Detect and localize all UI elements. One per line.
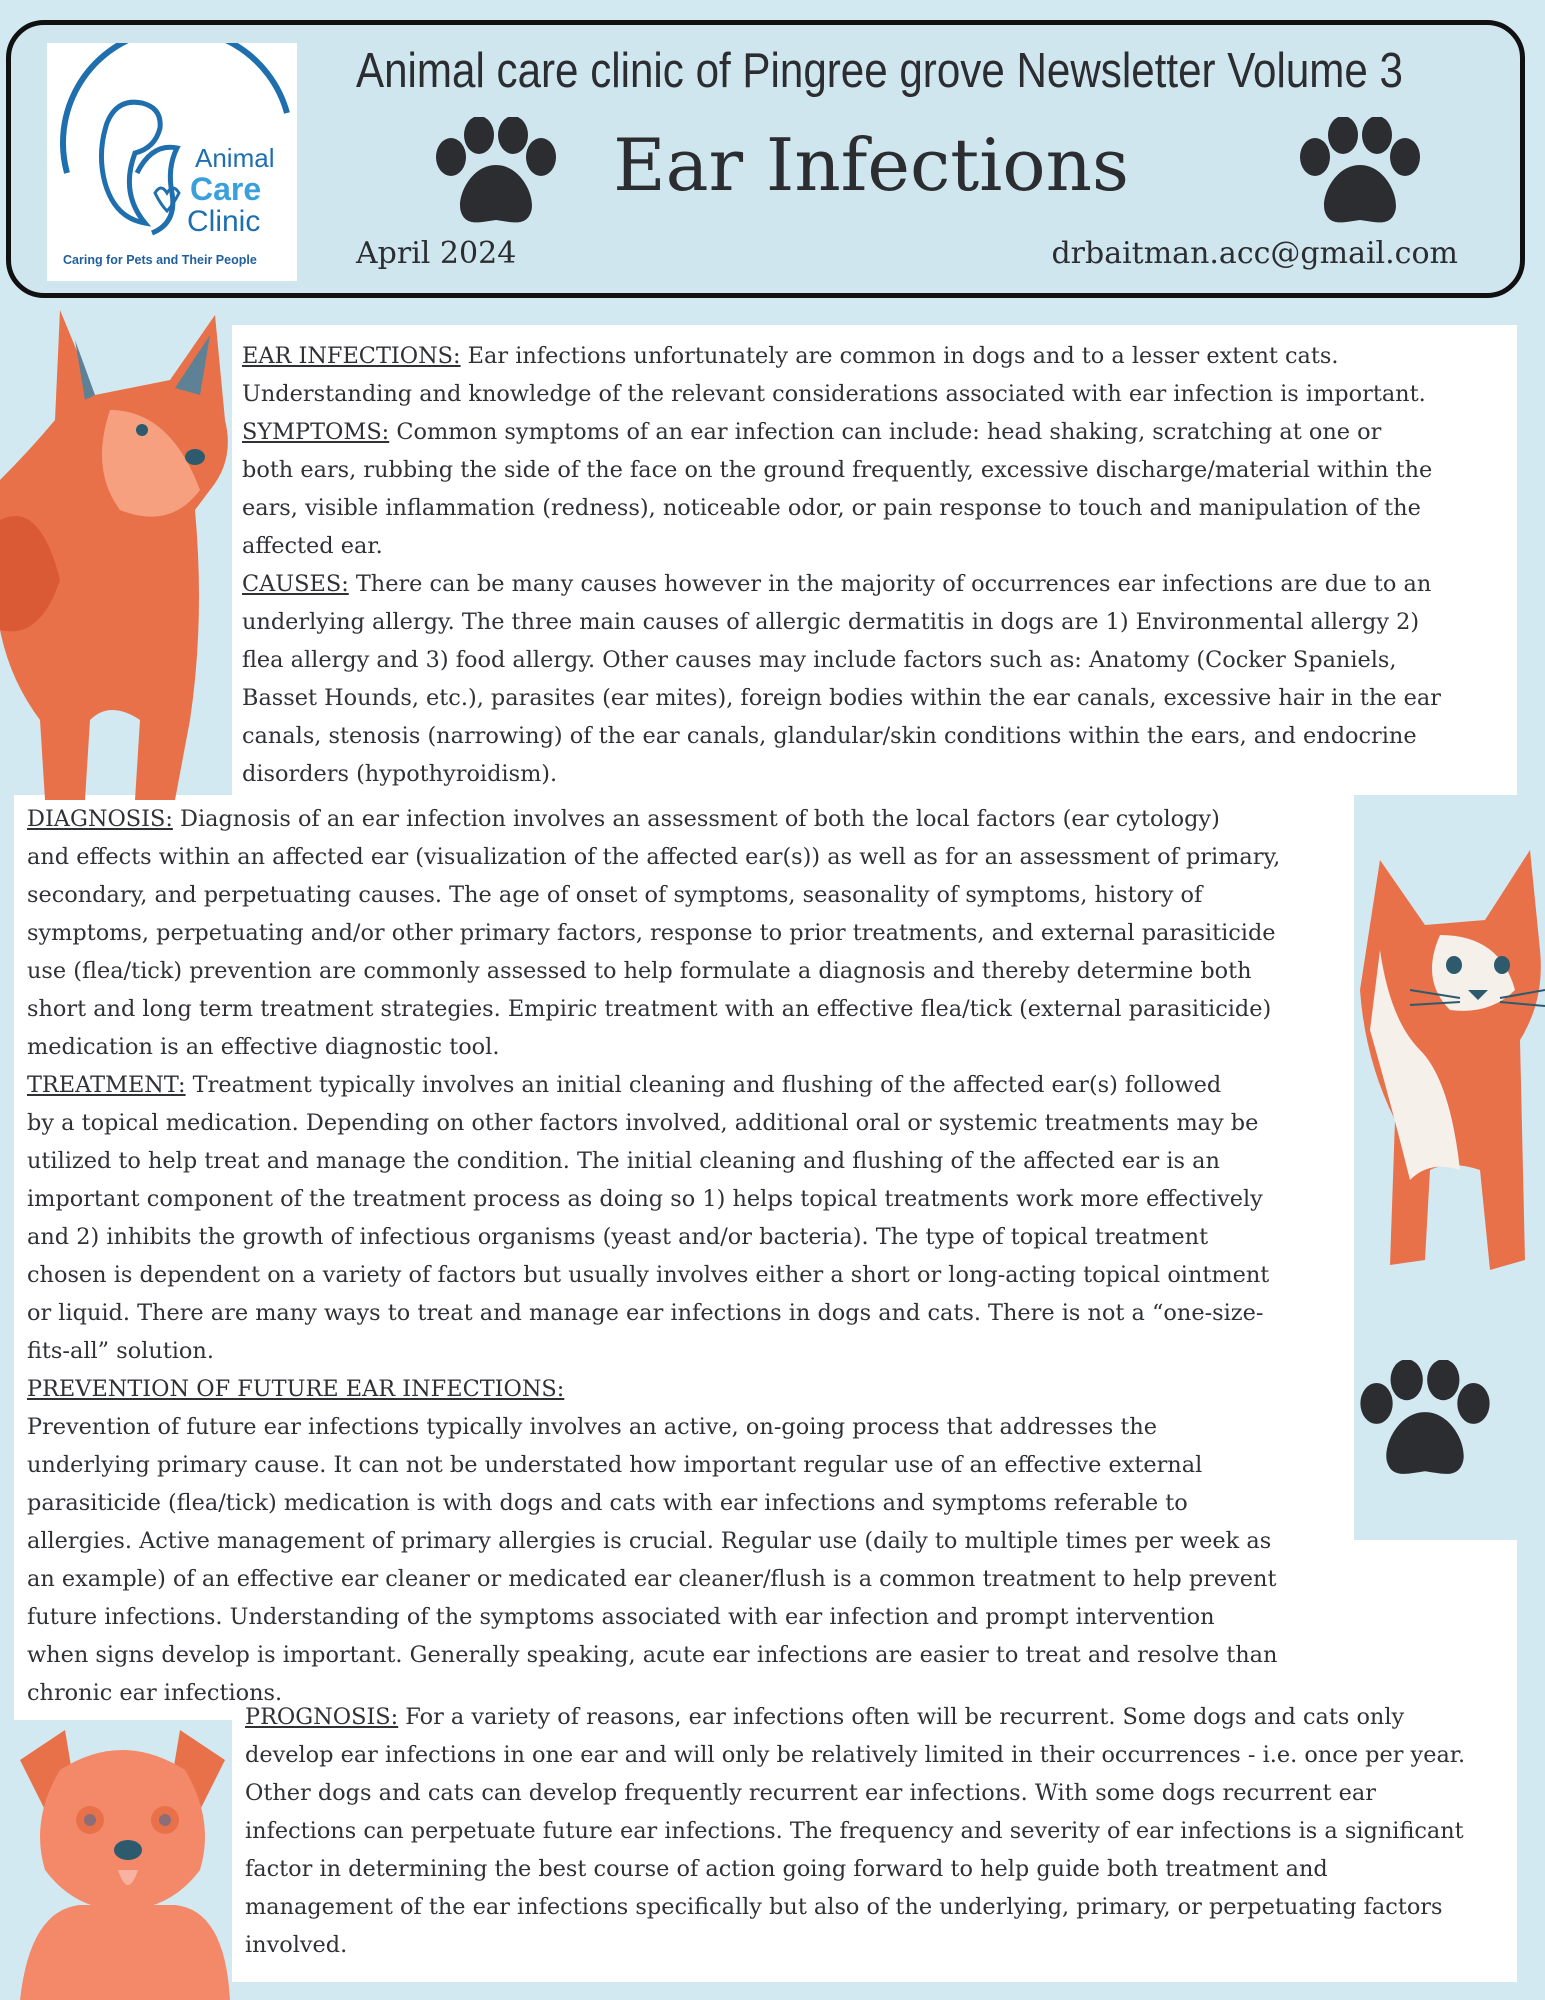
- body-line: chronic ear infections.: [27, 1680, 283, 1706]
- body-line: Prevention of future ear infections typically involves an active, on-going process that addresses the: [27, 1414, 1157, 1440]
- body-line: and 2) inhibits the growth of infectious organisms (yeast and/or bacteria). The type of topical treatment: [27, 1224, 1209, 1250]
- body-line: factor in determining the best course of action going forward to help guide both treatment and: [245, 1856, 1328, 1882]
- heading-prevention: PREVENTION OF FUTURE EAR INFECTIONS:: [27, 1376, 565, 1402]
- body-line: short and long term treatment strategies. Empiric treatment with an effective flea/tick (external parasiticide): [27, 996, 1272, 1022]
- body-line: develop ear infections in one ear and will only be relatively limited in their occurrences - i.e. once per year.: [245, 1742, 1466, 1768]
- heading-causes: CAUSES:: [242, 571, 349, 597]
- body-line: allergies. Active management of primary allergies is crucial. Regular use (daily to multiple times per week as: [27, 1528, 1272, 1554]
- body-line: parasiticide (flea/tick) medication is with dogs and cats with ear infections and symptoms referable to: [27, 1490, 1188, 1516]
- main-title: Ear Infections: [613, 123, 1129, 207]
- body-line: secondary, and perpetuating causes. The age of onset of symptoms, seasonality of symptoms, history of: [27, 882, 1203, 908]
- paw-icon: [1355, 1360, 1495, 1490]
- body-line: an example) of an effective ear cleaner or medicated ear cleaner/flush is a common treatment to help prevent: [27, 1566, 1277, 1592]
- issue-date: April 2024: [356, 236, 517, 271]
- logo-word-clinic: Clinic: [187, 205, 261, 238]
- body-line: affected ear.: [242, 533, 383, 559]
- puppy-illustration: [0, 1710, 235, 2000]
- body-line: or liquid. There are many ways to treat and manage ear infections in dogs and cats. There is not a “one-size-: [27, 1300, 1264, 1326]
- heading-prognosis: PROGNOSIS:: [245, 1704, 399, 1730]
- body-line: medication is an effective diagnostic tool.: [27, 1034, 500, 1060]
- section-ear-infections: [242, 337, 1441, 793]
- body-line: Basset Hounds, etc.), parasites (ear mites), foreign bodies within the ear canals, excessive hair in the ear: [242, 685, 1441, 711]
- body-line: ears, visible inflammation (redness), noticeable odor, or pain response to touch and manipulation of the: [242, 495, 1421, 521]
- logo-word-care: Care: [190, 171, 262, 207]
- paw-icon: [1295, 117, 1425, 237]
- body-line: Understanding and knowledge of the relevant considerations associated with ear infection is important.: [242, 381, 1426, 407]
- body-line: by a topical medication. Depending on other factors involved, additional oral or systemic treatments may be: [27, 1110, 1259, 1136]
- newsletter-header: [6, 20, 1525, 298]
- corgi-illustration: [0, 300, 235, 810]
- body-line: important component of the treatment process as doing so 1) helps topical treatments work more effectively: [27, 1186, 1263, 1212]
- body-line: Common symptoms of an ear infection can include: head shaking, scratching at one or: [389, 419, 1382, 445]
- body-line: flea allergy and 3) food allergy. Other causes may include factors such as: Anatomy (Cocker Spaniels,: [242, 647, 1397, 673]
- body-line: underlying allergy. The three main causes of allergic dermatitis in dogs are 1) Environmental allergy 2): [242, 609, 1420, 635]
- heading-diagnosis: DIAGNOSIS:: [27, 806, 173, 832]
- heading-symptoms: SYMPTOMS:: [242, 419, 390, 445]
- body-line: involved.: [245, 1932, 348, 1958]
- logo-tagline: Caring for Pets and Their People: [63, 253, 257, 267]
- section-prognosis: [245, 1698, 1465, 1964]
- body-line: utilized to help treat and manage the condition. The initial cleaning and flushing of the affected ear is an: [27, 1148, 1220, 1174]
- body-line: Ear infections unfortunately are common in dogs and to a lesser extent cats.: [460, 343, 1339, 369]
- logo-word-animal: Animal: [195, 143, 275, 173]
- body-line: There can be many causes however in the majority of occurrences ear infections are due to an: [348, 571, 1432, 597]
- body-line: fits-all” solution.: [27, 1338, 214, 1364]
- body-line: underlying primary cause. It can not be understated how important regular use of an effective external: [27, 1452, 1203, 1478]
- body-line: infections can perpetuate future ear infections. The frequency and severity of ear infections is a significant: [245, 1818, 1464, 1844]
- body-line: both ears, rubbing the side of the face on the ground frequently, excessive discharge/material within the: [242, 457, 1433, 483]
- cat-illustration: [1350, 840, 1545, 1280]
- contact-email[interactable]: drbaitman.acc@gmail.com: [1051, 236, 1458, 271]
- heading-ear-infections: EAR INFECTIONS:: [242, 343, 461, 369]
- heading-treatment: TREATMENT:: [27, 1072, 186, 1098]
- body-line: Diagnosis of an ear infection involves an assessment of both the local factors (ear cytology): [172, 806, 1220, 832]
- body-line: Other dogs and cats can develop frequently recurrent ear infections. With some dogs recurrent ear: [245, 1780, 1376, 1806]
- body-line: and effects within an affected ear (visualization of the affected ear(s)) as well as for an assessment of primary,: [27, 844, 1281, 870]
- body-line: Treatment typically involves an initial cleaning and flushing of the affected ear(s) followed: [185, 1072, 1222, 1098]
- body-line: management of the ear infections specifically but also of the underlying, primary, or perpetuating factors: [245, 1894, 1443, 1920]
- clinic-logo: [47, 43, 297, 281]
- newsletter-title: Animal care clinic of Pingree grove Newsletter Volume 3: [356, 44, 1403, 98]
- body-line: disorders (hypothyroidism).: [242, 761, 558, 787]
- body-line: when signs develop is important. Generally speaking, acute ear infections are easier to treat and resolve than: [27, 1642, 1278, 1668]
- body-line: For a variety of reasons, ear infections often will be recurrent. Some dogs and cats only: [398, 1704, 1405, 1730]
- section-diagnosis-treatment-prevention: [27, 800, 1280, 1712]
- body-line: symptoms, perpetuating and/or other primary factors, response to prior treatments, and external parasiticide: [27, 920, 1276, 946]
- body-line: canals, stenosis (narrowing) of the ear canals, glandular/skin conditions within the ears, and endocrine: [242, 723, 1417, 749]
- paw-icon: [431, 117, 561, 237]
- body-line: future infections. Understanding of the symptoms associated with ear infection and prompt intervention: [27, 1604, 1215, 1630]
- body-line: use (flea/tick) prevention are commonly assessed to help formulate a diagnosis and thereby determine both: [27, 958, 1252, 984]
- body-line: chosen is dependent on a variety of factors but usually involves either a short or long-acting topical ointment: [27, 1262, 1270, 1288]
